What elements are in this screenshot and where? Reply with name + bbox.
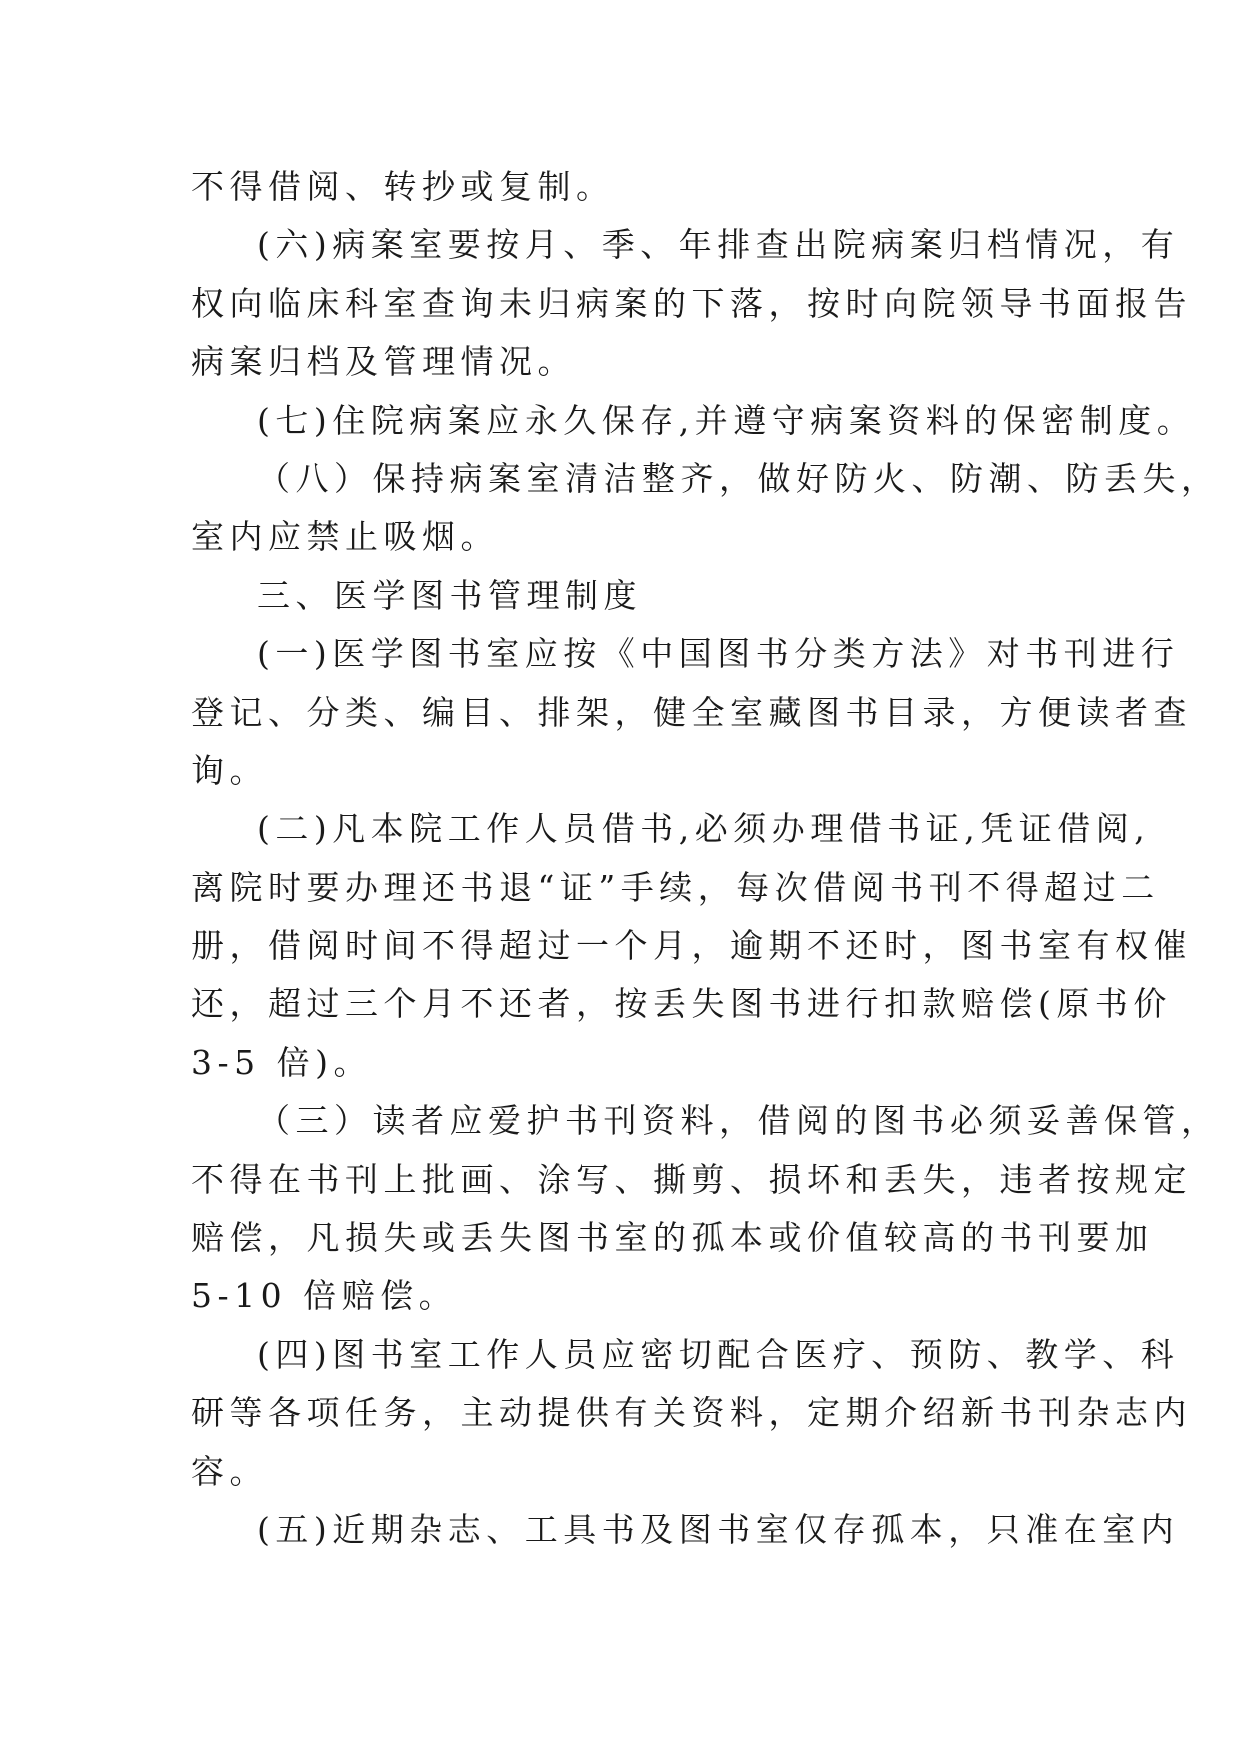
text-line: 三、医学图书管理制度 [257,575,642,615]
text-line: 还，超过三个月不还者，按丢失图书进行扣款赔偿(原书价 [191,984,1172,1024]
text-line: 询。 [191,750,268,790]
text-line: (六)病案室要按月、季、年排查出院病案归档情况，有 [257,225,1180,265]
text-line: 研等各项任务，主动提供有关资料，定期介绍新书刊杂志内 [191,1393,1192,1433]
text-line: 不得在书刊上批画、涂写、撕剪、损坏和丢失，违者按规定 [191,1159,1192,1199]
text-line: 权向临床科室查询未归病案的下落，按时向院领导书面报告 [191,283,1192,323]
text-line: 不得借阅、转抄或复制。 [191,167,615,206]
text-line: 3-5 倍)。 [191,1042,373,1082]
text-line: (四)图书室工作人员应密切配合医疗、预防、教学、科 [257,1334,1180,1374]
text-line: 册，借阅时间不得超过一个月，逾期不还时，图书室有权催 [191,926,1192,966]
text-line: 容。 [191,1451,268,1491]
text-line: (七)住院病案应永久保存,并遵守病案资料的保密制度。 [257,400,1196,440]
text-line: （三）读者应爱护书刊资料，借阅的图书必须妥善保管， [257,1101,1220,1141]
text-line: (五)近期杂志、工具书及图书室仅存孤本，只准在室内 [257,1509,1180,1549]
text-line: 登记、分类、编目、排架，健全室藏图书目录，方便读者查 [191,692,1192,732]
text-line: 室内应禁止吸烟。 [191,517,499,557]
document-body [191,158,1220,1559]
text-line: （八）保持病案室清洁整齐，做好防火、防潮、防丢失， [257,458,1220,498]
text-line: (二)凡本院工作人员借书,必须办理借书证,凭证借阅, [257,809,1151,849]
text-line: 赔偿，凡损失或丢失图书室的孤本或价值较高的书刊要加 [191,1218,1154,1258]
text-line: 病案归档及管理情况。 [191,342,576,382]
text-line: (一)医学图书室应按《中国图书分类方法》对书刊进行 [257,634,1180,674]
text-line: 5-10 倍赔偿。 [191,1276,458,1316]
text-line: 离院时要办理还书退“证”手续，每次借阅书刊不得超过二 [191,867,1160,907]
